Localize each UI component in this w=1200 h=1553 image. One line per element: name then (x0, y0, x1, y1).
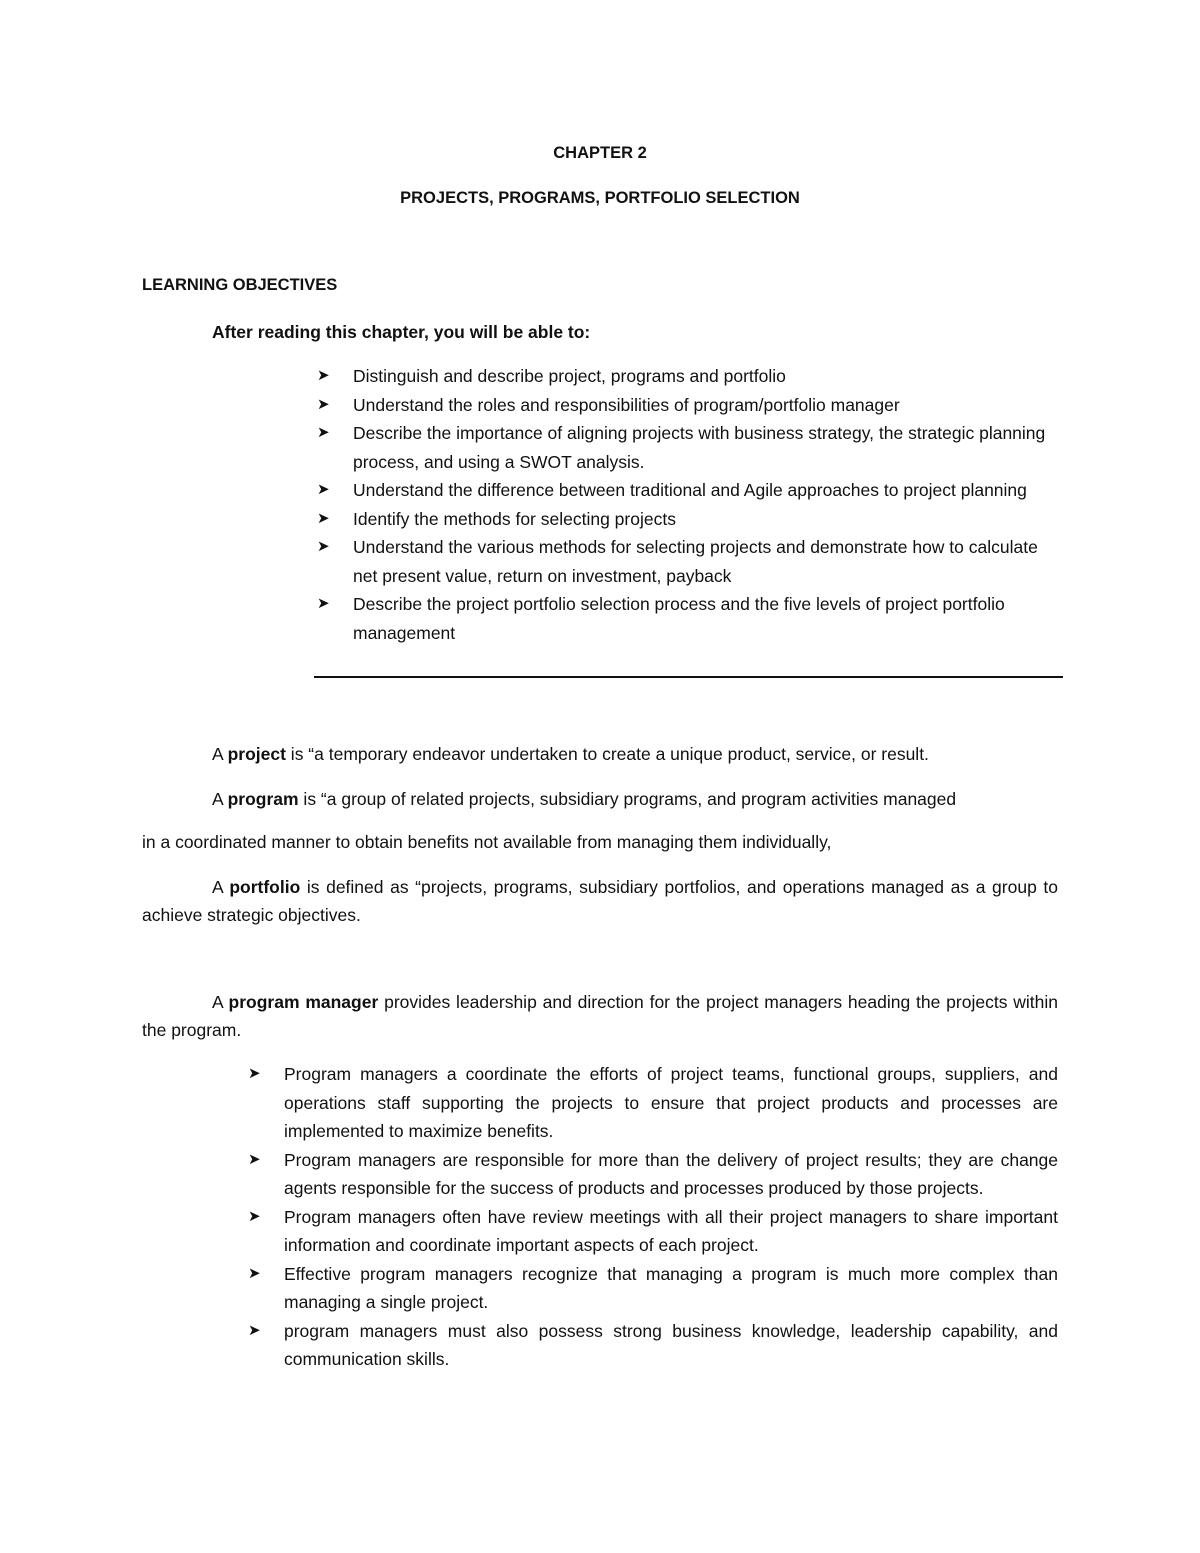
definition-lead: A (212, 992, 229, 1012)
list-item (248, 1317, 1058, 1374)
list-item (248, 1060, 1058, 1146)
definition-text: provides leadership and direction for the project managers heading the projects within the program. (142, 992, 1058, 1040)
objectives-list (317, 362, 1062, 647)
pm-item-text: Program managers often have review meetings with all their project managers to share important information and coordinate important aspects of each project. (284, 1206, 1058, 1255)
program-manager-paragraph (142, 988, 1058, 1044)
list-item (248, 1146, 1058, 1203)
arrowhead-bullet-icon: ➤ (317, 595, 330, 612)
arrowhead-bullet-icon: ➤ (317, 424, 330, 441)
objectives-intro: After reading this chapter, you will be able to: (212, 322, 591, 342)
portfolio-definition (142, 873, 1058, 929)
definition-lead: A (212, 877, 230, 897)
arrowhead-bullet-icon: ➤ (248, 1065, 261, 1082)
objective-text: Understand the difference between traditional and Agile approaches to project planning (353, 480, 1027, 500)
list-item (317, 362, 1062, 391)
pm-item-text: Effective program managers recognize that managing a program is much more complex than managing a single project. (284, 1263, 1058, 1312)
pm-item-text: Program managers a coordinate the efforts of project teams, functional groups, suppliers, and operations staff supporting the projects to ensure that project products and processes are implemented to maximize benefits. (284, 1064, 1058, 1141)
arrowhead-bullet-icon: ➤ (317, 538, 330, 555)
definition-text: is “a group of related projects, subsidiary programs, and program activities managed (298, 789, 957, 809)
definition-term: program (227, 789, 299, 809)
objectives-heading: LEARNING OBJECTIVES (142, 276, 338, 294)
definition-term: portfolio (229, 877, 301, 897)
objective-text: Distinguish and describe project, programs and portfolio (353, 366, 786, 386)
pm-item-text: Program managers are responsible for more than the delivery of project results; they are change agents responsible for the success of products and processes produced by those projects. (284, 1149, 1058, 1198)
project-definition (212, 740, 1072, 768)
list-item (317, 419, 1062, 476)
arrowhead-bullet-icon: ➤ (317, 395, 330, 413)
pm-item-text: program managers must also possess strong business knowledge, leadership capability, and communication skills. (284, 1320, 1058, 1369)
chapter-title: PROJECTS, PROGRAMS, PORTFOLIO SELECTION (400, 189, 800, 207)
objectives-divider (314, 676, 1063, 678)
definition-term: project (227, 744, 286, 764)
arrowhead-bullet-icon: ➤ (248, 1264, 261, 1282)
objective-text: Understand the roles and responsibilities of program/portfolio manager (353, 394, 900, 415)
arrowhead-bullet-icon: ➤ (248, 1150, 261, 1168)
definition-text: is defined as “projects, programs, subsidiary portfolios, and operations managed as a group to achieve strategic objectives. (142, 877, 1058, 925)
list-item (317, 505, 1062, 534)
objective-text: Identify the methods for selecting projects (353, 508, 676, 529)
chapter-label: CHAPTER 2 (553, 144, 647, 162)
arrowhead-bullet-icon: ➤ (248, 1321, 261, 1339)
list-item (248, 1203, 1058, 1260)
list-item (317, 476, 1062, 505)
definition-lead: A (212, 789, 228, 809)
arrowhead-bullet-icon: ➤ (317, 481, 330, 498)
arrowhead-bullet-icon: ➤ (317, 367, 330, 384)
program-definition-continuation: in a coordinated manner to obtain benefits not available from managing them individually, (142, 832, 832, 852)
definition-term: program manager (228, 992, 379, 1012)
list-item (317, 533, 1062, 590)
arrowhead-bullet-icon: ➤ (248, 1207, 261, 1225)
program-manager-list (248, 1060, 1058, 1374)
program-definition (212, 785, 1072, 813)
objective-text: Understand the various methods for selecting projects and demonstrate how to calculate net present value, return on investment, payback (353, 537, 1038, 586)
arrowhead-bullet-icon: ➤ (317, 509, 330, 527)
definition-lead: A (212, 744, 228, 764)
definition-text: is “a temporary endeavor undertaken to create a unique product, service, or result. (285, 744, 929, 764)
objective-text: Describe the project portfolio selection process and the five levels of project portfolio management (353, 594, 1005, 643)
list-item (317, 590, 1062, 647)
objective-text: Describe the importance of aligning projects with business strategy, the strategic planning process, and using a SWOT analysis. (353, 423, 1046, 472)
list-item (248, 1260, 1058, 1317)
list-item (317, 391, 1062, 420)
